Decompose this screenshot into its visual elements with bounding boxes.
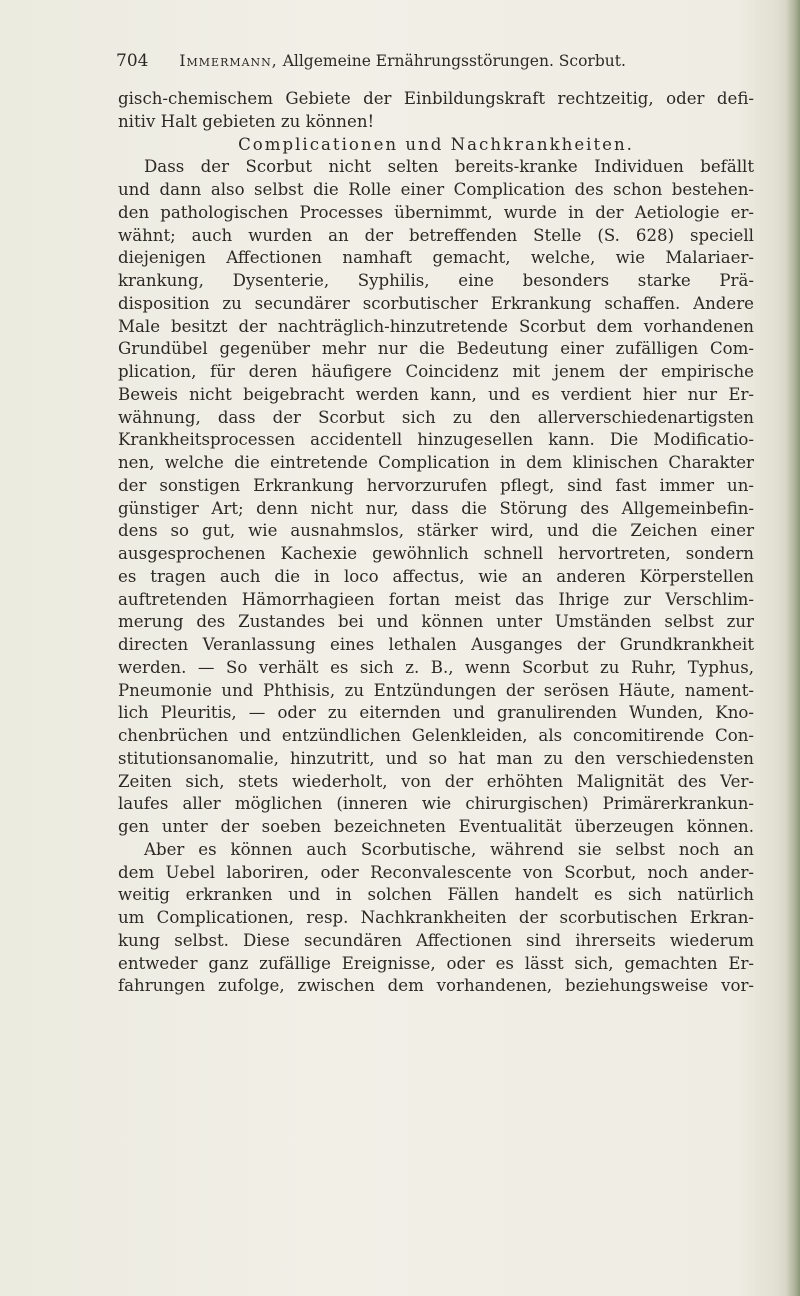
text-line: diejenigen Affectionen namhaft gemacht, welche, wie Malariaer- (118, 248, 754, 268)
text-line: kung selbst. Diese secundären Affectionen sind ihrerseits wiederum (118, 930, 754, 950)
text-line: Krankheitsprocessen accidentell hinzugesellen kann. Die Modificatio- (118, 430, 754, 450)
page-number: 704 (116, 51, 149, 71)
running-header-title: Allgemeine Ernährungsstörungen. Scorbut. (282, 52, 626, 70)
text-line: disposition zu secundärer scorbutischer Erkrankung schaffen. Andere (118, 293, 754, 313)
text-line: krankung, Dysenterie, Syphilis, eine besonders starke Prä- (118, 271, 754, 290)
text-line: wähnt; auch wurden an der betreffenden Stelle (S. 628) speciell (118, 225, 754, 245)
text-line: Zeiten sich, stets wiederholt, von der erhöhten Malignität des Ver- (118, 771, 754, 791)
text-line: der sonstigen Erkrankung hervorzurufen pflegt, sind fast immer un- (118, 475, 754, 495)
text-line: plication, für deren häufigere Coincidenz mit jenem der empirische (118, 362, 754, 381)
text-line: werden. — So verhält es sich z. B., wenn Scorbut zu Ruhr, Typhus, (118, 657, 754, 677)
text-line: Dass der Scorbut nicht selten bereits-kranke Individuen befällt (144, 157, 754, 177)
text-line: laufes aller möglichen (inneren wie chirurgischen) Primärerkrankun- (118, 794, 754, 814)
text-line: lich Pleuritis, — oder zu eiternden und granulirenden Wunden, Kno- (118, 703, 754, 723)
text-line: dens so gut, wie ausnahmslos, stärker wird, und die Zeichen einer (118, 521, 754, 541)
text-line: stitutionsanomalie, hinzutritt, und so hat man zu den verschiedensten (118, 748, 754, 768)
text-line: auftretenden Hämorrhagieen fortan meist das Ihrige zur Verschlim- (118, 589, 754, 609)
text-line: Aber es können auch Scorbutische, während sie selbst noch an (144, 839, 754, 859)
text-line: Pneumonie und Phthisis, zu Entzündungen der serösen Häute, nament- (118, 680, 754, 700)
text-line: gisch-chemischem Gebiete der Einbildungskraft rechtzeitig, oder defi- (118, 89, 754, 108)
running-header (116, 51, 696, 71)
text-line: chenbrüchen und entzündlichen Gelenkleiden, als concomitirende Con- (118, 726, 754, 745)
section-heading: Complicationen und Nachkrankheiten. (238, 134, 634, 154)
text-line: nitiv Halt gebieten zu können! (118, 111, 375, 131)
text-line: directen Veranlassung eines lethalen Ausganges der Grundkrankheit (118, 635, 754, 654)
text-line: wähnung, dass der Scorbut sich zu den allerverschiedenartigsten (118, 407, 754, 427)
text-line: fahrungen zufolge, zwischen dem vorhandenen, beziehungsweise vor- (118, 976, 754, 996)
text-line: um Complicationen, resp. Nachkrankheiten der scorbutischen Erkran- (118, 908, 754, 927)
text-body (118, 88, 754, 998)
running-header-author: Immermann, (179, 52, 278, 70)
text-line: Grundübel gegenüber mehr nur die Bedeutung einer zufälligen Com- (118, 339, 754, 359)
text-line: Beweis nicht beigebracht werden kann, und es verdient hier nur Er- (118, 384, 754, 404)
text-line: entweder ganz zufällige Ereignisse, oder es lässt sich, gemachten Er- (118, 953, 754, 973)
text-line: nen, welche die eintretende Complication in dem klinischen Charakter (118, 453, 754, 472)
text-line: dem Uebel laboriren, oder Reconvalescente von Scorbut, noch ander- (118, 862, 754, 882)
text-line: merung des Zustandes bei und können unter Umständen selbst zur (118, 612, 754, 632)
text-line: günstiger Art; denn nicht nur, dass die Störung des Allgemeinbefin- (118, 498, 754, 518)
text-line: es tragen auch die in loco affectus, wie an anderen Körperstellen (118, 566, 754, 586)
text-line: gen unter der soeben bezeichneten Eventualität überzeugen können. (118, 817, 754, 836)
text-line: weitig erkranken und in solchen Fällen handelt es sich natürlich (118, 885, 754, 905)
text-line: ausgesprochenen Kachexie gewöhnlich schnell hervortreten, sondern (118, 544, 754, 563)
text-line: Male besitzt der nachträglich-hinzutretende Scorbut dem vorhandenen (118, 316, 754, 336)
text-line: den pathologischen Processes übernimmt, wurde in der Aetiologie er- (118, 202, 754, 222)
text-line: und dann also selbst die Rolle einer Complication des schon bestehen- (118, 180, 754, 199)
page-edge-shadow (786, 0, 800, 1296)
